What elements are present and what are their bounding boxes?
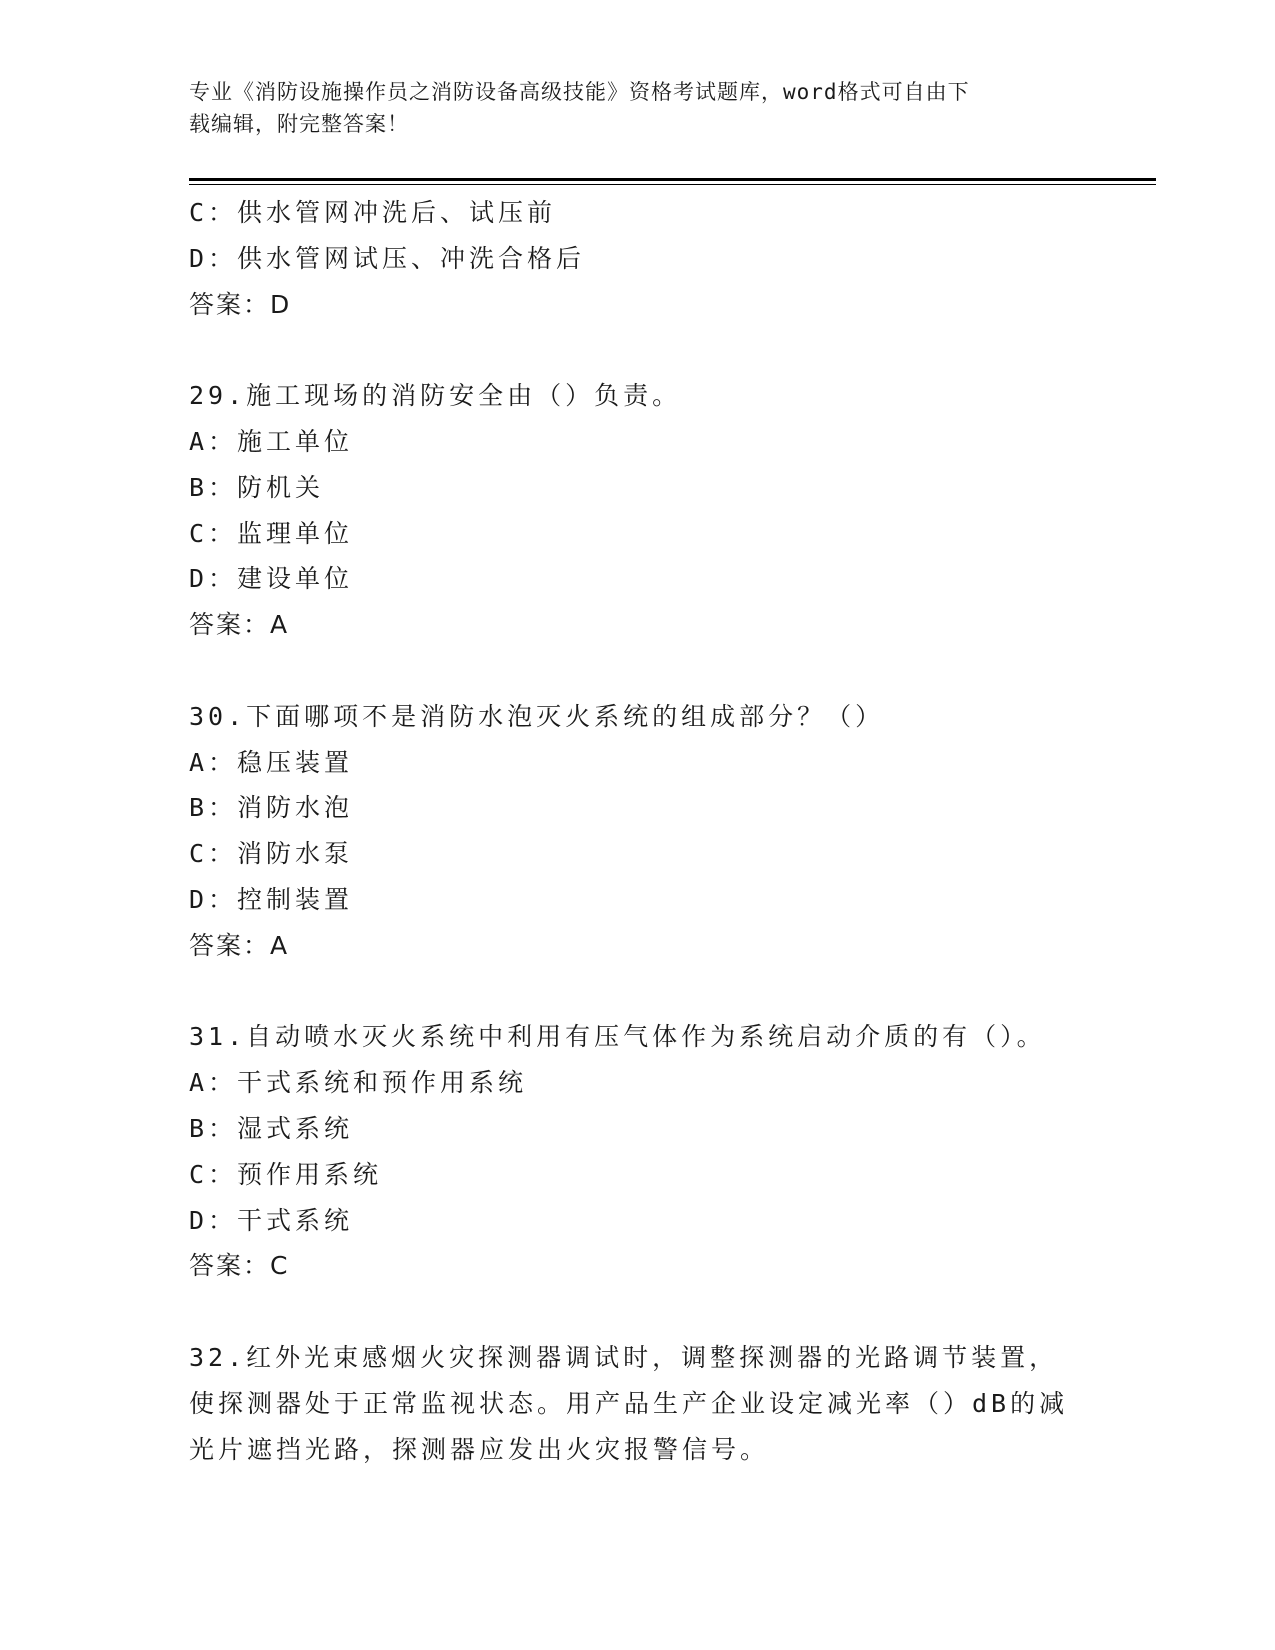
option-d: D：干式系统 [189, 1205, 354, 1235]
option-d: D：控制装置 [189, 884, 354, 914]
option-d: D：供水管网试压、冲洗合格后 [189, 243, 586, 273]
answer-label: 答案：C [189, 1251, 290, 1281]
option-a: A：施工单位 [189, 426, 354, 456]
header-line-1: 专业《消防设施操作员之消防设备高级技能》资格考试题库，word格式可自由下 [189, 80, 970, 104]
option-c: C：预作用系统 [189, 1159, 383, 1189]
header-line-2: 载编辑，附完整答案！ [189, 112, 409, 136]
option-b: B：湿式系统 [189, 1113, 354, 1143]
question-stem: 29.施工现场的消防安全由（）负责。 [189, 381, 682, 411]
option-b: B：消防水泡 [189, 793, 354, 823]
question-stem: 32.红外光束感烟火灾探测器调试时，调整探测器的光路调节装置，使探测器处于正常监视状态。用产品生产企业设定减光率（）dB的减光片遮挡光路，探测器应发出火灾报警信号。 [189, 1342, 1069, 1464]
question-32 [189, 1335, 1089, 1472]
answer-label: 答案：D [189, 289, 292, 319]
option-c: C：供水管网冲洗后、试压前 [189, 198, 557, 227]
question-stem: 30.下面哪项不是消防水泡灭火系统的组成部分？（） [189, 701, 885, 731]
option-a: A：干式系统和预作用系统 [189, 1068, 528, 1098]
question-28-continued [189, 190, 1089, 327]
option-a: A：稳压装置 [189, 747, 354, 777]
option-b: B：防机关 [189, 472, 325, 502]
option-d: D：建设单位 [189, 564, 354, 594]
answer-label: 答案：A [189, 610, 290, 640]
answer-label: 答案：A [189, 930, 290, 960]
document-header [189, 76, 1069, 140]
option-c: C：监理单位 [189, 518, 354, 548]
question-stem: 31.自动喷水灭火系统中利用有压气体作为系统启动介质的有（）。 [189, 1022, 1046, 1052]
question-29 [189, 373, 1089, 648]
option-c: C：消防水泵 [189, 839, 354, 869]
header-divider-thick [189, 178, 1156, 181]
question-30 [189, 694, 1089, 969]
header-divider-thin [189, 184, 1156, 185]
question-31 [189, 1014, 1089, 1289]
question-list [189, 190, 1089, 1472]
